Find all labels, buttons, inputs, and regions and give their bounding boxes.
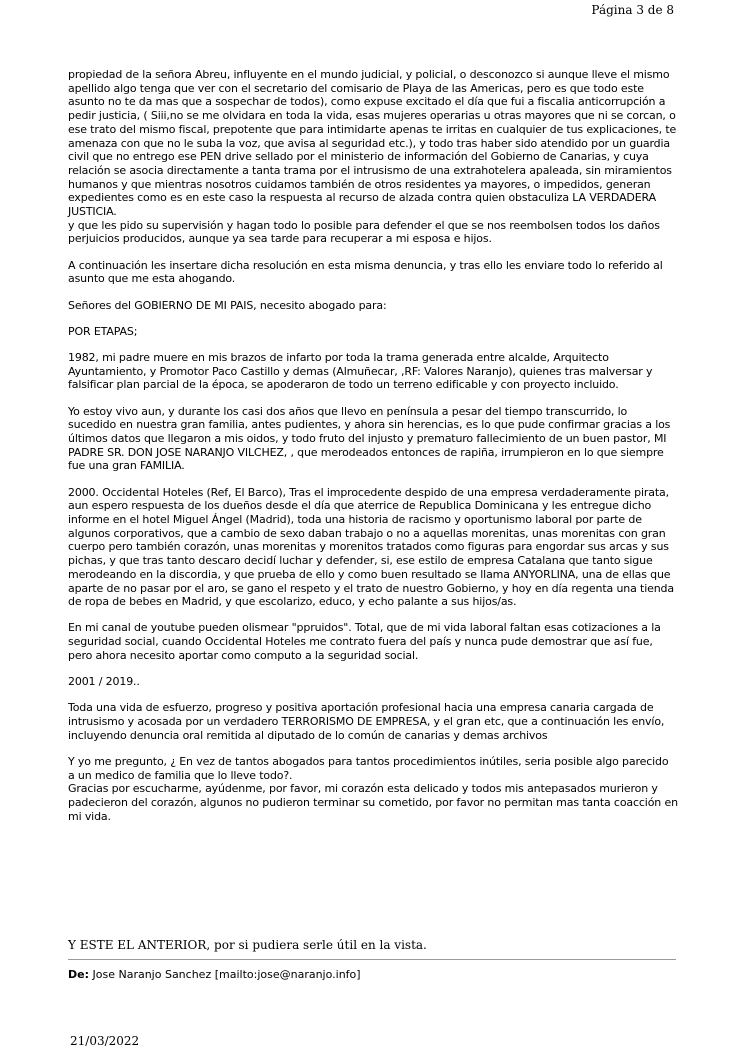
from-value: Jose Naranjo Sanchez [mailto:jose@naranjo.info] bbox=[92, 968, 361, 981]
paragraph: 2000. Occidental Hoteles (Ref, El Barco), Tras el improcedente despido de una empresa verdaderamente pirata, aun espero respuesta de los dueños desde el día que aterrice de Republica Dominicana y les entregue dicho informe en el hotel Miguel Ángel (Madrid), toda una historia de racismo y oportunismo laboral por parte de algunos corporativos, que a cambio de sexo daban trabajo o no a aquellas morenitas, unas morenitas con gran cuerpo pero también corazón, unas morenitas y morenitos tratados como figuras para engordar sus arcas y sus pichas, y que tras tanto descaro decidí luchar y defender, si, ese estilo de empresa Catalana que tanto sigue merodeando en la discordia, y que prueba de ello y como buen resultado se llama ANYORLINA, una de ellas que aparte de no pasar por el aro, se gano el respeto y el trato de nuestro Gobierno, y hoy en día regenta una tienda de ropa de bebes en Madrid, y que escolarizo, educo, y echo palante a sus hijos/as. bbox=[68, 485, 674, 609]
previous-email-note: Y ESTE EL ANTERIOR, por si pudiera serle útil en la vista. bbox=[68, 938, 427, 952]
footer-date: 21/03/2022 bbox=[70, 1034, 140, 1048]
paragraph: Yo estoy vivo aun, y durante los casi dos años que llevo en península a pesar del tiempo transcurrido, lo sucedido en nuestra gran familia, antes pudientes, y ahora sin herencias, es lo que pude confirmar gracias a los últimos datos que llegaron a mis oidos, y todo fruto del injusto y prematuro fallecimiento de un buen pastor, MI PADRE SR. DON JOSE NARANJO VILCHEZ, , que merodeados entonces de rapiña, irrumpieron en lo que siempre fue una gran FAMILIA. bbox=[68, 404, 671, 473]
divider bbox=[68, 959, 676, 960]
paragraph: Toda una vida de esfuerzo, progreso y positiva aportación profesional hacia una empresa canaria cargada de intrusismo y acosada por un verdadero TERRORISMO DE EMPRESA, y el gran etc, que a continuación les envío, incluyendo denuncia oral remitida al diputado de lo común de canarias y demas archivos bbox=[68, 701, 665, 742]
from-label: De: bbox=[68, 968, 89, 981]
paragraph: A continuación les insertare dicha resolución en esta misma denuncia, y tras ello les enviare todo lo referido al asunto que me esta ahogando. bbox=[68, 258, 663, 286]
paragraph: En mi canal de youtube pueden olismear "ppruidos". Total, que de mi vida laboral faltan esas cotizaciones a la seguridad social, cuando Occidental Hoteles me contrato fuera del país y nunca pude demostrar que así fue, pero ahora necesito aportar como computo a la seguridad social. bbox=[68, 621, 661, 662]
paragraph: Señores del GOBIERNO DE MI PAIS, necesito abogado para: bbox=[68, 298, 387, 312]
paragraph: 1982, mi padre muere en mis brazos de infarto por toda la trama generada entre alcalde, Arquitecto Ayuntamiento, y Promotor Paco Castillo y demas (Almuñecar, ,RF: Valores Naranjo), quienes tras malversar y falsificar plan parcial de la época, se apoderaron de todo un terreno edificable y con proyecto incluido. bbox=[68, 350, 653, 392]
paragraph: 2001 / 2019.. bbox=[68, 675, 140, 689]
paragraph: POR ETAPAS; bbox=[68, 324, 138, 338]
letter-body bbox=[68, 68, 678, 836]
email-from-line bbox=[68, 968, 361, 981]
page-number: Página 3 de 8 bbox=[591, 3, 674, 17]
paragraph: propiedad de la señora Abreu, influyente en el mundo judicial, y policial, o desconozco si aunque lleve el mismo apellido algo tenga que ver con el secretario del comisario de Playa de las Americas, pero es que todo este asunto no te da mas que a sospechar de todos), como expuse excitado el día que fui a fiscalia anticorrupción a pedir justicia, ( Siii,no se me olvidara en toda la vida, esas mujeres operarias u otras mayores que ni se corcan, o ese trato del mismo fiscal, prepotente que para intimidarte apenas te irritas en cualquier de tus explicaciones, te amenaza con que no le suba la voz, que avisa al seguridad etc.), y todo tras haber sido atendido por un guardia civil que no entrego ese PEN drive sellado por el ministerio de información del Gobierno de Canarias, y cuya relación se asocia directamente a tanta trama por el intrusismo de una extrahotelera apaleada, sin miramientos humanos y que mientras nosotros cuidamos también de otros residentes ya mayores, o impedidos, generan expedientes como es en este caso la respuesta al recurso de alzada contra quien obstaculiza LA VERDADERA JUSTICIA. y que les pido su supervisión y hagan todo lo posible para defender el que se nos reembolsen todos los daños perjuicios producidos, aunque ya sea tarde para recuperar a mi esposa e hijos. bbox=[68, 68, 677, 246]
paragraph: Y yo me pregunto, ¿ En vez de tantos abogados para tantos procedimientos inútiles, seria posible algo parecido a un medico de familia que lo lleve todo?. Gracias por escucharme, ayúdenme, por favor, mi corazón esta delicado y todos mis antepasados murieron y padecieron del corazón, algunos no pudieron terminar su cometido, por favor no permitan mas tanta coacción en mi vida. bbox=[68, 754, 678, 823]
